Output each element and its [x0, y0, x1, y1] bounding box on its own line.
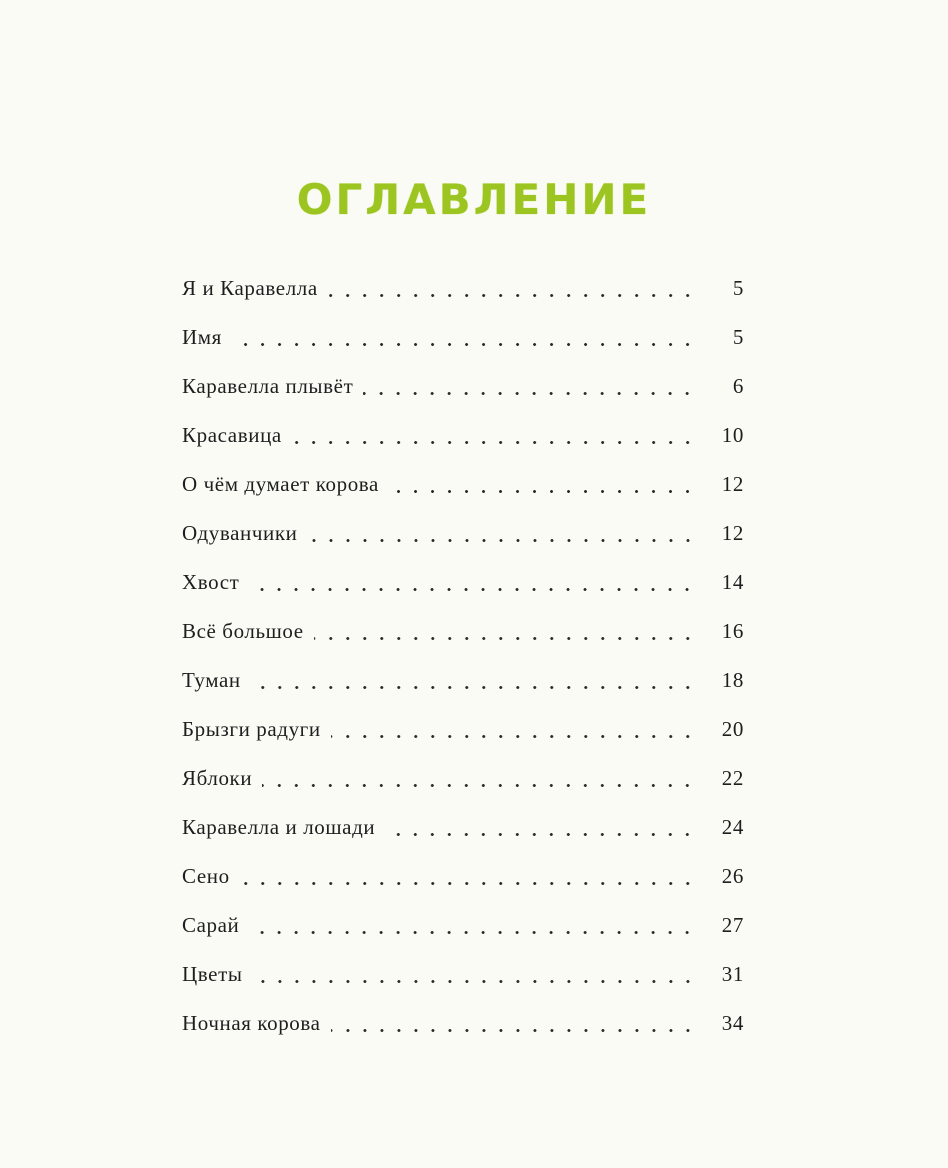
- toc-entry-title: Имя: [182, 325, 222, 349]
- toc-entry-title: Красавица: [182, 423, 282, 447]
- toc-leader-dots: [385, 833, 696, 836]
- toc-entry[interactable]: [182, 313, 744, 362]
- toc-entry-page: 22: [721, 766, 744, 790]
- toc-entry[interactable]: [182, 460, 744, 509]
- toc-entry-title: Сарай: [182, 913, 240, 937]
- toc-entry-title: Сено: [182, 864, 230, 888]
- toc-entry-page: 24: [721, 815, 744, 839]
- toc-leader-dots: [331, 735, 696, 738]
- toc-leader-dots: [292, 441, 696, 444]
- toc-entry-page: 10: [721, 423, 744, 447]
- toc-entry[interactable]: [182, 264, 744, 313]
- toc-leader-dots: [240, 882, 696, 885]
- toc-leader-dots: [249, 588, 696, 591]
- toc-entry-page: 18: [721, 668, 744, 692]
- toc-entry-title: Цветы: [182, 962, 243, 986]
- toc-leader-dots: [389, 490, 696, 493]
- toc-entry-page: 34: [721, 1011, 744, 1035]
- toc-entry-page: 5: [732, 325, 744, 349]
- toc-leader-dots: [328, 294, 696, 297]
- toc-entry[interactable]: [182, 509, 744, 558]
- toc-entry[interactable]: [182, 558, 744, 607]
- toc-entry-page: 20: [721, 717, 744, 741]
- toc-entry-page: 14: [721, 570, 744, 594]
- toc-entry-title: Брызги радуги: [182, 717, 321, 741]
- toc-entry-page: 27: [721, 913, 744, 937]
- toc-leader-dots: [262, 784, 696, 787]
- toc-leader-dots: [363, 392, 696, 395]
- toc-entry[interactable]: [182, 754, 744, 803]
- toc-entry-title: Каравелла и лошади: [182, 815, 376, 839]
- toc-entry-page: 6: [732, 374, 744, 398]
- toc-entry[interactable]: [182, 901, 744, 950]
- toc-entry[interactable]: [182, 950, 744, 999]
- table-of-contents: [182, 264, 744, 1048]
- toc-heading: ОГЛАВЛЕНИЕ: [296, 175, 652, 225]
- toc-entry[interactable]: [182, 411, 744, 460]
- toc-entry-title: Каравелла плывёт: [182, 374, 354, 398]
- toc-entry-page: 5: [732, 276, 744, 300]
- toc-entry[interactable]: [182, 607, 744, 656]
- toc-entry[interactable]: [182, 656, 744, 705]
- toc-entry-page: 12: [721, 472, 744, 496]
- toc-entry[interactable]: [182, 362, 744, 411]
- toc-leader-dots: [251, 686, 696, 689]
- toc-entry-page: 26: [721, 864, 744, 888]
- toc-entry-title: Туман: [182, 668, 241, 692]
- toc-leader-dots: [232, 343, 696, 346]
- toc-entry-title: Я и Каравелла: [182, 276, 318, 300]
- toc-leader-dots: [308, 539, 696, 542]
- toc-entry-title: Всё большое: [182, 619, 304, 643]
- toc-entry-title: Одуванчики: [182, 521, 298, 545]
- toc-entry-title: О чём думает корова: [182, 472, 379, 496]
- toc-entry-page: 16: [721, 619, 744, 643]
- toc-entry[interactable]: [182, 852, 744, 901]
- toc-entry-page: 12: [721, 521, 744, 545]
- toc-leader-dots: [249, 931, 696, 934]
- toc-leader-dots: [314, 637, 696, 640]
- toc-entry[interactable]: [182, 803, 744, 852]
- toc-leader-dots: [253, 980, 696, 983]
- toc-leader-dots: [331, 1029, 696, 1032]
- toc-entry[interactable]: [182, 999, 744, 1048]
- toc-entry-title: Ночная корова: [182, 1011, 321, 1035]
- toc-entry-title: Хвост: [182, 570, 240, 594]
- toc-entry[interactable]: [182, 705, 744, 754]
- toc-entry-page: 31: [721, 962, 744, 986]
- toc-entry-title: Яблоки: [182, 766, 253, 790]
